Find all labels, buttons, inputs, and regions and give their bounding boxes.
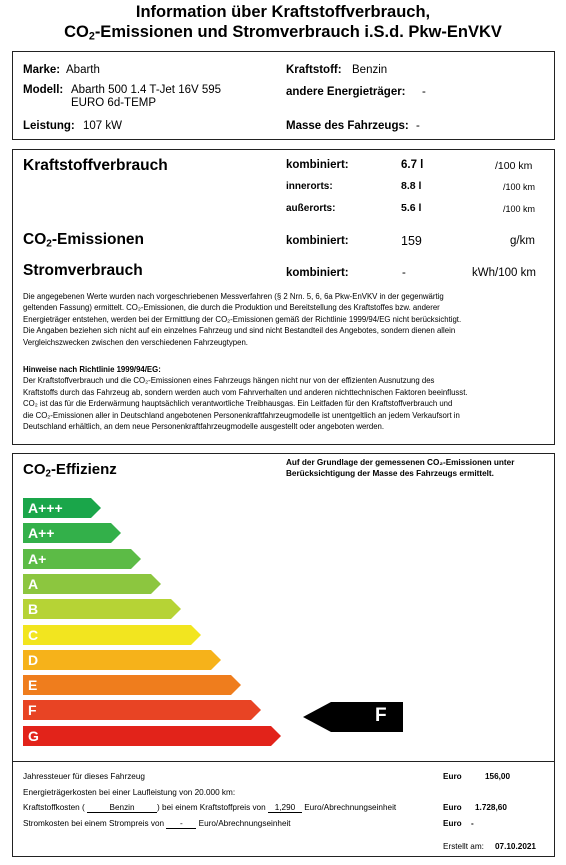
efficiency-class-c: [23, 625, 201, 645]
leistung-label: Leistung:: [23, 120, 75, 132]
marke-value: Abarth: [66, 64, 100, 76]
stromkosten-label: Stromkosten bei einem Strompreis von - Euro/Abrechnungseinheit: [23, 819, 291, 828]
steuer-label: Jahressteuer für dieses Fahrzeug: [23, 772, 145, 781]
kraftstoffkosten-currency: Euro: [443, 803, 462, 812]
page-title: Information über Kraftstoffverbrauch,: [135, 3, 431, 21]
kombiniert-label: kombiniert:: [286, 159, 349, 171]
efficiency-class-label: A: [28, 575, 39, 592]
strom-kombiniert-label: kombiniert:: [286, 267, 349, 279]
masse-label: Masse des Fahrzeugs:: [286, 120, 409, 132]
kraftstoffverbrauch-heading: Kraftstoffverbrauch: [23, 157, 168, 174]
co2-effizienz-heading: $CO_2$-Effizienz: [23, 461, 117, 480]
kraftstoff-label: Kraftstoff:: [286, 64, 342, 76]
efficiency-class-d: [23, 650, 221, 670]
hinweise-paragraph: Hinweise nach Richtlinie 1999/94/EG: Der Kraftstoffverbrauch und die CO₂-Emissionen eines Fahrzeugs hängen nicht nur von der effizienten Ausnutzung des Kraftstoffs durch das Fahrzeug ab, sondern werden auch vom Fahrverhalten und anderen nichttechnischen Faktoren beeinflusst. CO₂ ist das für die Erderwärmung hauptsächlich verantwortliche Treibhausgas. Ein Leitfaden für den Kraftstoffverbrauch und die CO₂-Emissionen aller in Deutschland angebotenen Personenkraftfahrzeugmodelle ist unentgeltlich an jedem Verkaufsort in Deutschland erhältlich, an dem neue Personenkraftfahrzeugmodelle ausgestellt oder angeboten werden.: [23, 364, 548, 432]
efficiency-class-b: [23, 599, 181, 619]
innerorts-value: 8.8 l: [401, 180, 422, 192]
co2-value: 159: [401, 234, 422, 248]
andere-energietraeger-value: -: [422, 86, 426, 98]
date-value: 07.10.2021: [495, 842, 536, 851]
ausserorts-unit: /100 km: [503, 204, 536, 214]
kraftstoffkosten-label: Kraftstoffkosten ( Benzin ) bei einem Kraftstoffpreis von 1,290 Euro/Abrechnungseinheit: [23, 803, 397, 812]
efficiency-class-g: [23, 726, 281, 746]
ausserorts-label: außerorts:: [286, 203, 336, 214]
modell-label: Modell:: [23, 84, 64, 96]
co2-kombiniert-label: kombiniert:: [286, 235, 349, 247]
efficiency-class-label: A+++: [28, 500, 63, 516]
efficiency-class-aplus: [23, 549, 141, 569]
efficiency-class-f: [23, 700, 261, 720]
steuer-value: 156,00: [485, 772, 511, 781]
efficiency-class-label: G: [28, 727, 39, 744]
energiekosten-label: Energieträgerkosten bei einer Laufleistung von 20.000 km:: [23, 788, 236, 797]
current-class-indicator: [303, 702, 403, 732]
andere-energietraeger-label: andere Energieträger:: [286, 86, 406, 98]
efficiency-class-label: A++: [28, 525, 55, 542]
innerorts-label: innerorts:: [286, 181, 333, 192]
masse-value: -: [416, 120, 420, 132]
current-class-arrow-icon: [303, 702, 403, 732]
strom-value: -: [402, 267, 406, 279]
kraftstoffkosten-value: 1.728,60: [475, 803, 507, 812]
strom-unit: kWh/100 km: [472, 267, 536, 279]
innerorts-unit: /100 km: [503, 182, 536, 192]
efficiency-class-label: F: [28, 702, 37, 719]
modell-value-2: EURO 6d-TEMP: [71, 97, 156, 109]
marke-label: Marke:: [23, 64, 61, 76]
disclaimer-paragraph: Die angegebenen Werte wurden nach vorgeschriebenen Messverfahren (§ 2 Nrn. 5, 6, 6a Pkw-EnVKV in der gegenwärtig geltenden Fassung) ermittelt. CO₂-Emissionen, die durch die Produktion und Bereitstellung des Kraftstoffes bzw. anderer Energieträger entstehen, werden bei der Ermittlung der CO₂-Emissionen gemäß der Richtlinie 1999/94/EG nicht berücksichtigt. Die Angaben beziehen sich nicht auf ein einzelnes Fahrzeug und sind nicht Bestandteil des Angebotes, sondern dienen allein Vergleichszwecken zwischen den verschiedenen Fahrzeugtypen.: [23, 292, 462, 347]
efficiency-class-e: [23, 675, 241, 695]
stromkosten-currency: Euro: [443, 819, 462, 828]
stromverbrauch-heading: Stromverbrauch: [23, 262, 143, 279]
date-label: Erstellt am:: [443, 842, 484, 851]
efficiency-box: [12, 453, 555, 761]
efficiency-class-label: B: [28, 601, 39, 618]
consumption-box: [12, 149, 555, 445]
kombiniert-value: 6.7 l: [401, 159, 424, 171]
steuer-currency: Euro: [443, 772, 462, 781]
modell-value-1: Abarth 500 1.4 T-Jet 16V 595: [71, 84, 222, 96]
co2-unit: g/km: [510, 235, 535, 247]
efficiency-class-label: D: [28, 651, 39, 668]
efficiency-note: Auf der Grundlage der gemessenen CO₂-Emissionen unter Berücksichtigung der Masse des Fahrzeugs ermittelt.: [286, 458, 515, 479]
stromkosten-value: -: [471, 819, 474, 828]
efficiency-class-a: [23, 574, 161, 594]
leistung-value: 107 kW: [83, 120, 122, 132]
current-class-letter: F: [375, 705, 387, 726]
ausserorts-value: 5.6 l: [401, 202, 422, 214]
kombiniert-unit: /100 km: [495, 160, 533, 172]
kraftstoff-value: Benzin: [352, 64, 388, 76]
efficiency-class-label: E: [28, 677, 38, 694]
costs-box: [12, 761, 555, 857]
page-subtitle: $CO_2$-Emissionen und Stromverbrauch i.S.d. Pkw-EnVKV: [64, 23, 502, 43]
efficiency-class-label: A+: [28, 550, 47, 567]
efficiency-class-label: C: [28, 626, 39, 643]
co2-emissionen-heading: $CO_2$-Emissionen: [23, 231, 145, 250]
hinweise-heading: Hinweise nach Richtlinie 1999/94/EG:: [23, 365, 161, 374]
efficiency-class-aplusplusplus: [23, 498, 101, 518]
efficiency-class-aplusplus: [23, 523, 121, 543]
vehicle-info-box: [12, 51, 555, 140]
